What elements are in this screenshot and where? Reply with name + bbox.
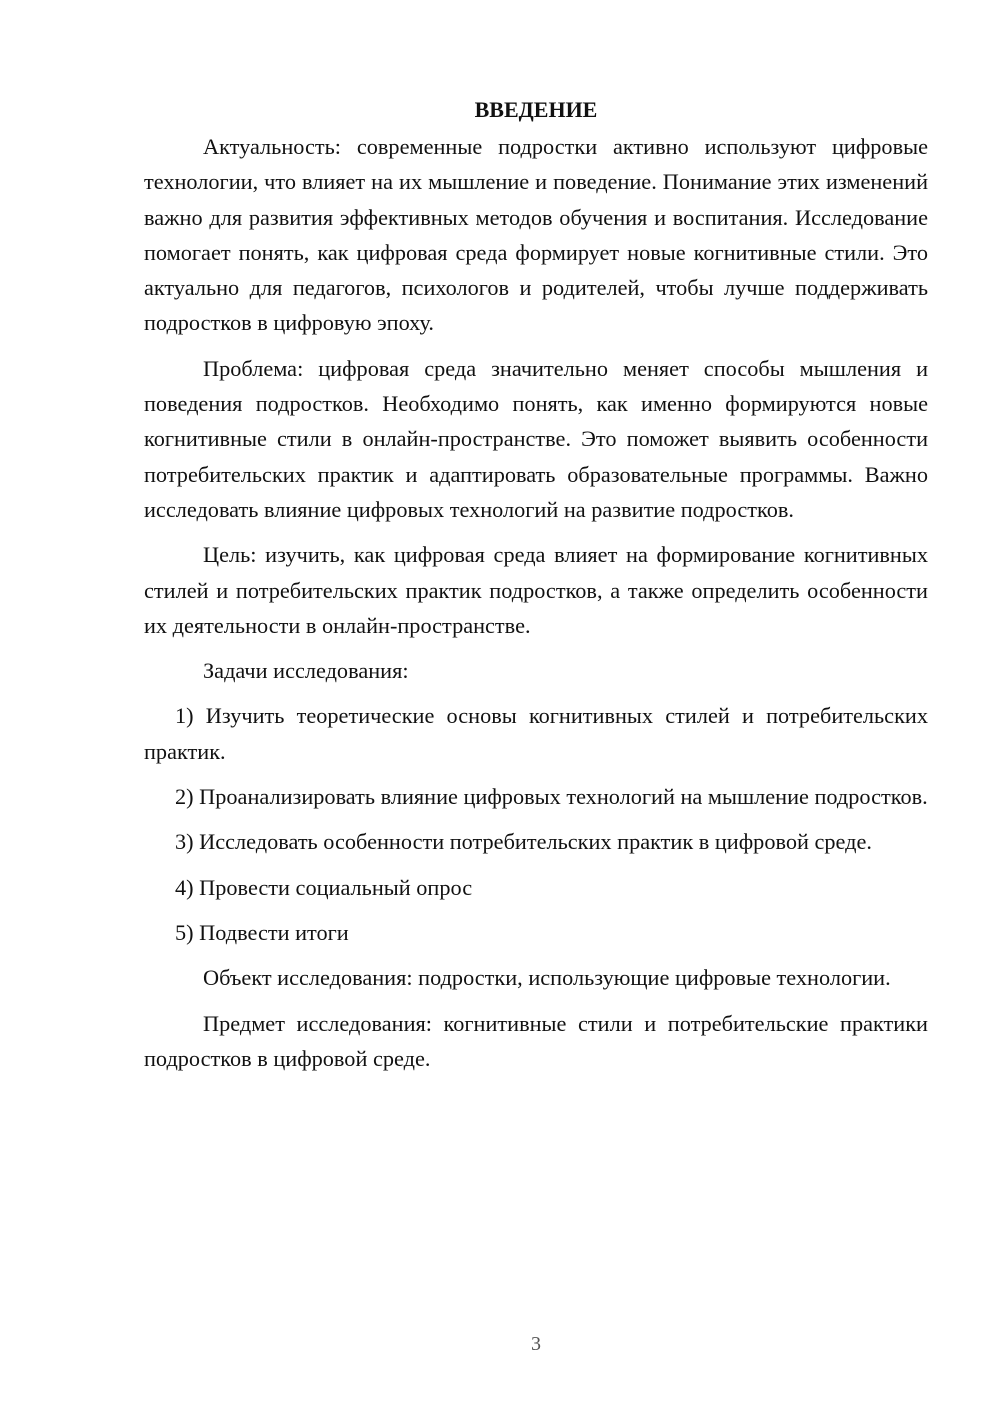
task-list-item: 4) Провести социальный опрос [175, 874, 473, 900]
page-number: 3 [531, 1333, 541, 1355]
subject-paragraph: Предмет исследования: когнитивные стили и потребительские практики подростков в цифровой среде. [144, 1010, 928, 1071]
task-list-item: 1) Изучить теоретические основы когнитивных стилей и потребительских практик. [144, 703, 928, 764]
tasks-heading: Задачи исследования: [203, 658, 409, 684]
task-list-item: 3) Исследовать особенности потребительских практик в цифровой среде. [175, 829, 872, 855]
goal-paragraph: Цель: изучить, как цифровая среда влияет на формирование когнитивных стилей и потребительских практик подростков, а также определить особенности их деятельности в онлайн-пространстве. [144, 542, 928, 638]
problem-paragraph: Проблема: цифровая среда значительно меняет способы мышления и поведения подростков. Необходимо понять, как именно формируются новые когнитивные стили в онлайн-пространстве. Это поможет выявить особенности потребительских практик и адаптировать образовательные программы. Важно исследовать влияние цифровых технологий на развитие подростков. [144, 355, 928, 522]
section-title: ВВЕДЕНИЕ [474, 97, 598, 122]
task-list-item: 2) Проанализировать влияние цифровых технологий на мышление подростков. [175, 784, 928, 810]
document-page [144, 92, 928, 1086]
object-paragraph: Объект исследования: подростки, использующие цифровые технологии. [203, 965, 891, 991]
relevance-paragraph: Актуальность: современные подростки активно используют цифровые технологии, что влияет на их мышление и поведение. Понимание этих изменений важно для развития эффективных методов обучения и воспитания. Исследование помогает понять, как цифровая среда формирует новые когнитивные стили. Это актуально для педагогов, психологов и родителей, чтобы лучше поддерживать подростков в цифровую эпоху. [144, 134, 928, 336]
task-list-item: 5) Подвести итоги [175, 919, 349, 945]
